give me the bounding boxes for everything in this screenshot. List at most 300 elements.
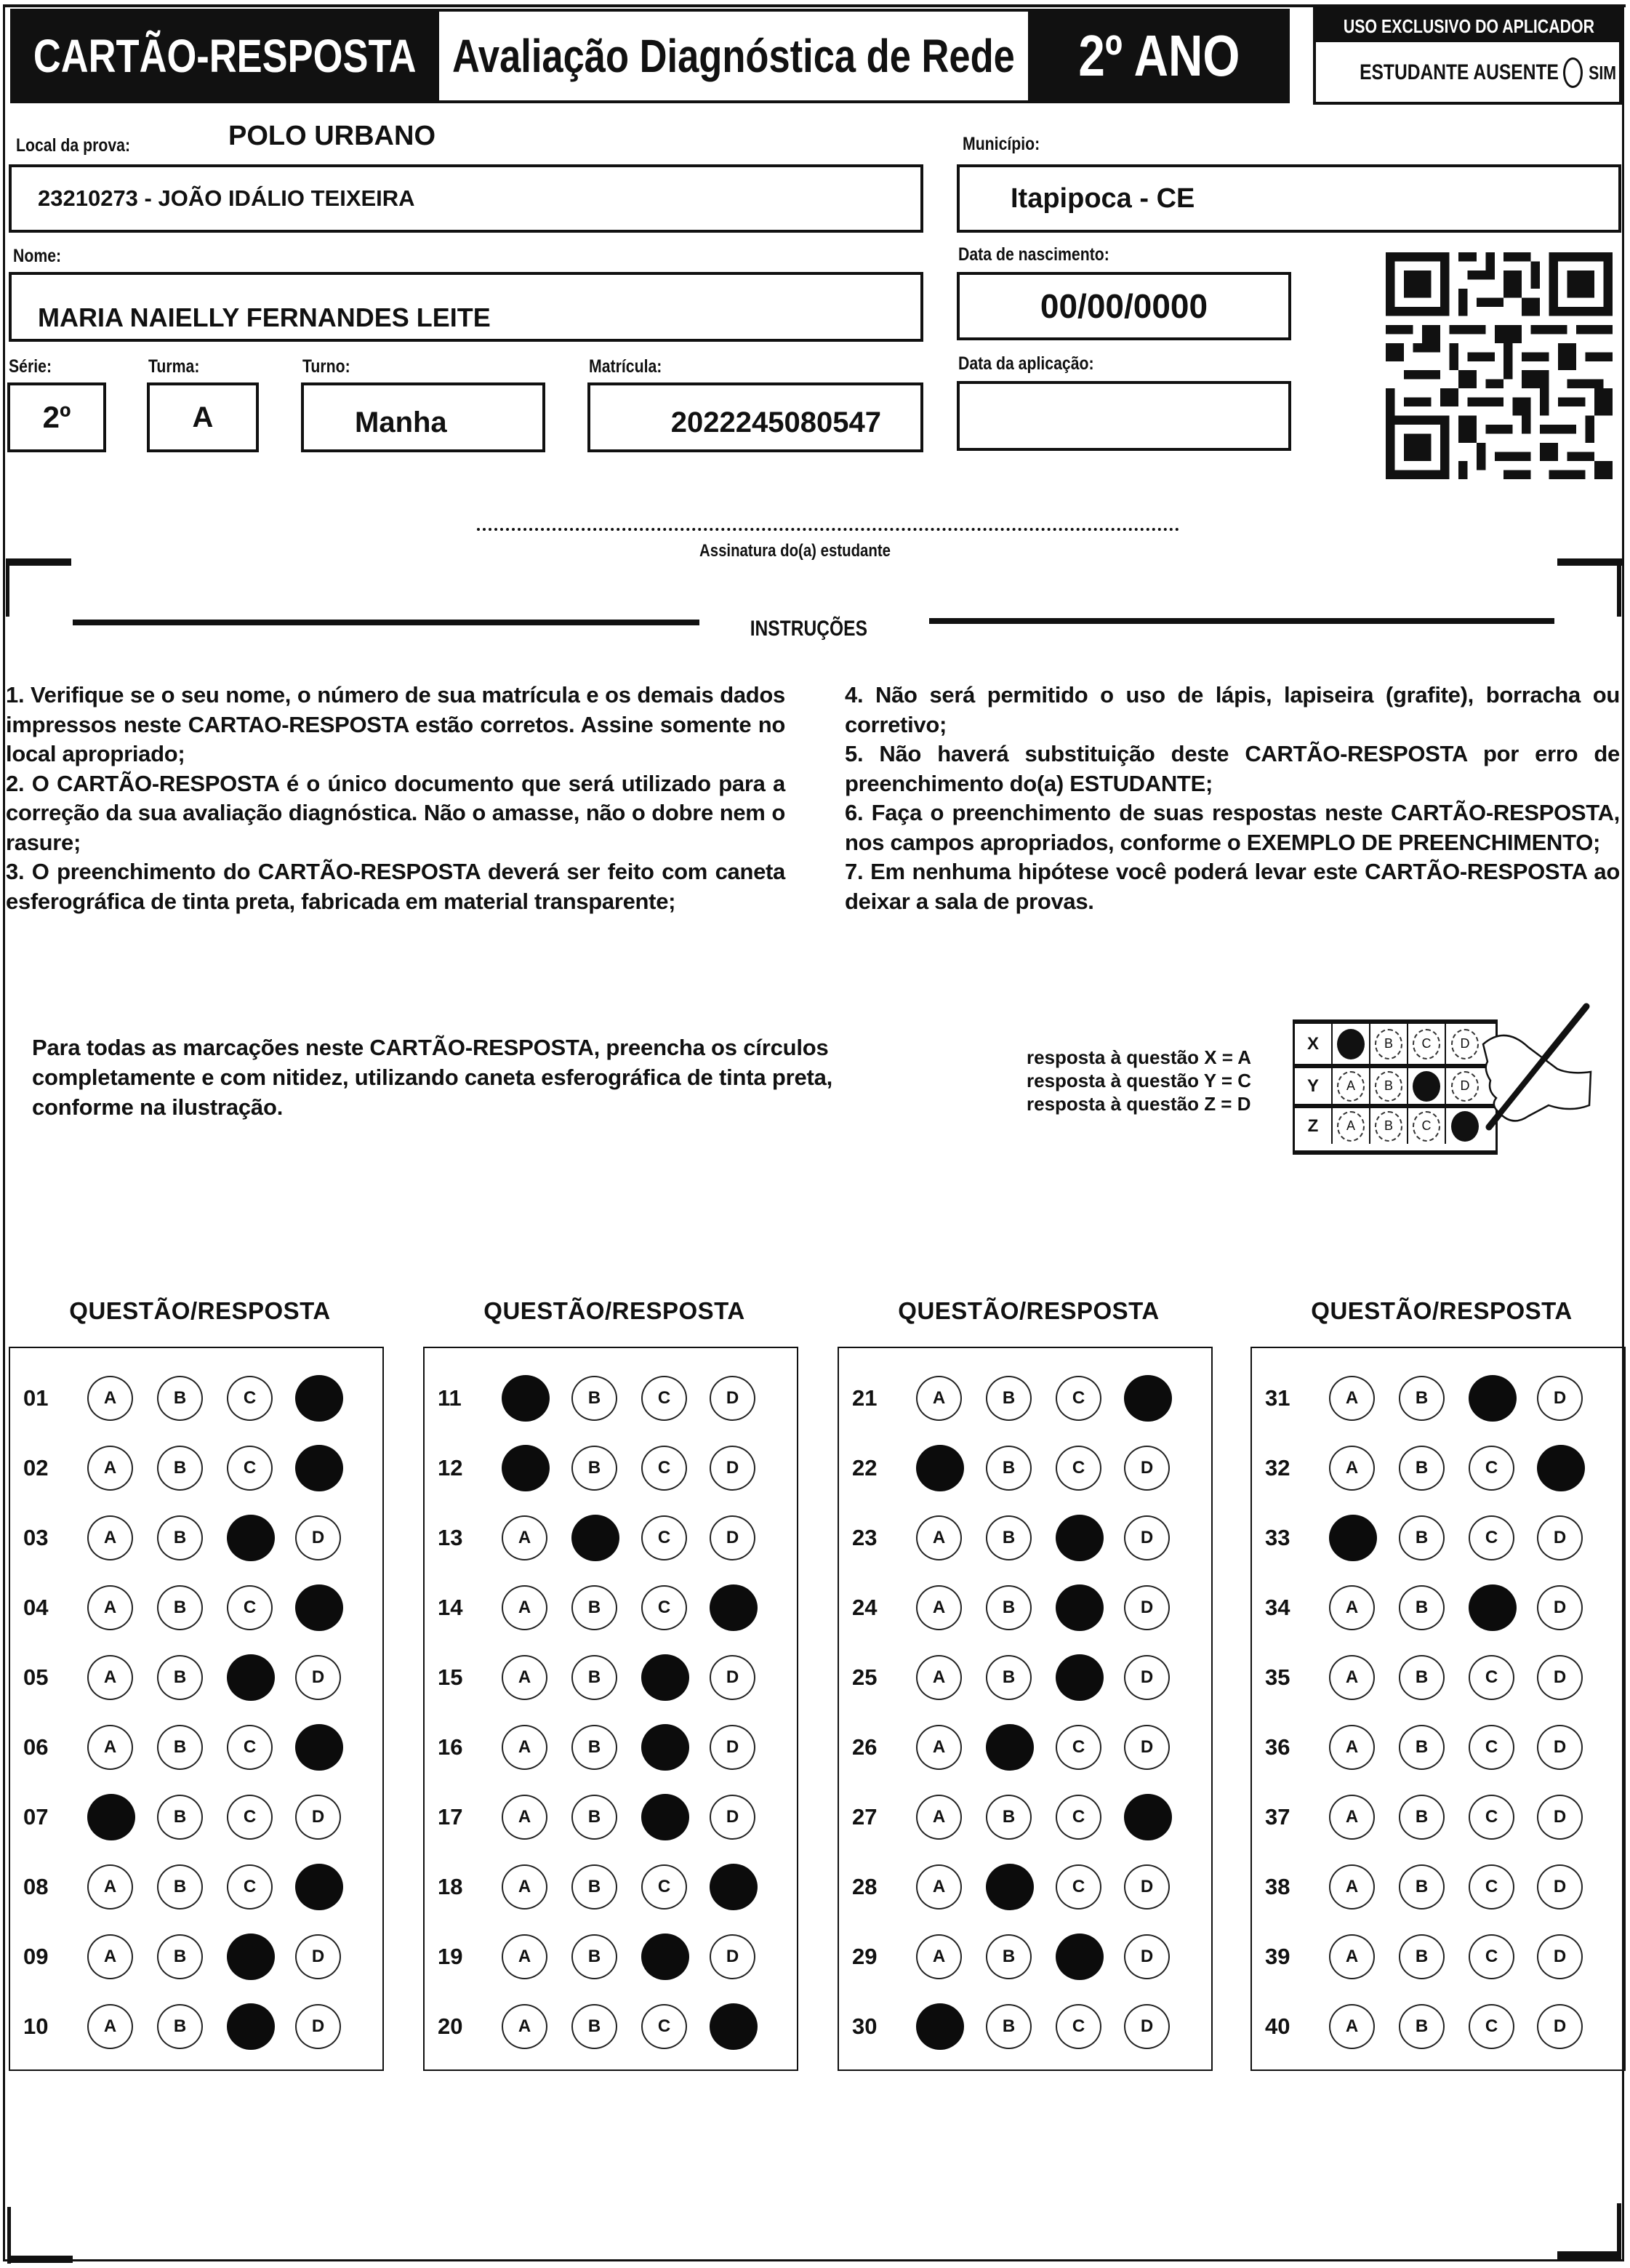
answer-column-title: QUESTÃO/RESPOSTA: [898, 1297, 1160, 1324]
question-number: 05: [23, 1664, 49, 1690]
answer-bubble-b[interactable]: B: [157, 1515, 203, 1560]
answer-bubble-d[interactable]: D: [295, 1934, 341, 1979]
question-row: [1252, 1515, 1624, 1560]
question-row: [839, 1376, 1211, 1421]
answer-bubble-c[interactable]: [227, 1515, 275, 1561]
answer-bubble-c[interactable]: C: [227, 1725, 273, 1770]
absent-checkbox[interactable]: [1563, 57, 1583, 88]
answer-bubble-a[interactable]: A: [916, 1864, 962, 1910]
answer-bubble-c[interactable]: [641, 1654, 689, 1701]
applicator-box-title: [1316, 10, 1619, 42]
instruction-1: 1. Verifique se o seu nome, o número de sua matrícula e os demais dados impressos neste CARTAO-RESPOSTA estão corretos. Assine somente no local apropriado;: [6, 682, 785, 766]
absent-row: [1316, 42, 1619, 103]
answer-bubble-a[interactable]: [502, 1375, 550, 1422]
answer-bubble-a[interactable]: A: [502, 2004, 547, 2049]
question-row: [839, 1585, 1211, 1630]
answer-bubble-b[interactable]: B: [1399, 1515, 1445, 1560]
answer-bubble-d[interactable]: D: [1537, 1795, 1583, 1840]
example-bubble-c: C: [1413, 1111, 1440, 1142]
turma-value: A: [192, 401, 214, 433]
question-row: [1252, 1864, 1624, 1910]
answer-bubble-d[interactable]: D: [1537, 1864, 1583, 1910]
example-cell: [1408, 1024, 1446, 1064]
answer-bubble-d[interactable]: [1537, 1445, 1585, 1491]
instructions-rule-right: [929, 618, 1554, 624]
answer-bubble-a[interactable]: A: [1329, 1376, 1375, 1421]
answer-bubble-b[interactable]: [571, 1515, 619, 1561]
question-number: 23: [852, 1525, 878, 1550]
instruction-2: 2. O CARTÃO-RESPOSTA é o único documento que será utilizado para a correção da sua avaliação diagnóstica. Não o amasse, não o dobre nem o rasure;: [6, 770, 785, 855]
question-row: [425, 1655, 797, 1700]
answer-bubble-b[interactable]: B: [986, 1934, 1032, 1979]
answer-bubble-d[interactable]: D: [1537, 1934, 1583, 1979]
question-row: [839, 1655, 1211, 1700]
answer-bubble-d[interactable]: [295, 1445, 343, 1491]
answer-bubble-b[interactable]: B: [571, 1655, 617, 1700]
question-number: 06: [23, 1734, 49, 1760]
serie-field: [7, 382, 106, 452]
nome-field: [9, 272, 923, 342]
answer-bubble-d[interactable]: D: [710, 1446, 755, 1491]
question-row: [839, 1864, 1211, 1910]
matricula-label: [589, 356, 675, 377]
card-title: [10, 9, 439, 103]
answer-bubble-d[interactable]: D: [295, 1515, 341, 1560]
answer-bubble-c[interactable]: C: [1469, 1446, 1514, 1491]
question-number: 25: [852, 1664, 878, 1690]
answer-bubble-d[interactable]: D: [295, 2004, 341, 2049]
instruction-6: 6. Faça o preenchimento de suas respostas neste CARTÃO-RESPOSTA, nos campos apropriados, conforme o EXEMPLO DE PREENCHIMENTO;: [845, 800, 1620, 855]
answer-bubble-b[interactable]: B: [1399, 1446, 1445, 1491]
turno-label: [302, 356, 358, 377]
answer-bubble-c[interactable]: [641, 1724, 689, 1771]
answer-bubble-c[interactable]: C: [1056, 1725, 1101, 1770]
answer-bubble-c[interactable]: [641, 1794, 689, 1840]
answer-bubble-b[interactable]: B: [986, 1515, 1032, 1560]
answer-bubble-b[interactable]: B: [157, 1376, 203, 1421]
answer-bubble-a[interactable]: A: [916, 1655, 962, 1700]
answer-bubble-b[interactable]: B: [157, 1446, 203, 1491]
answer-column-2: [423, 1347, 798, 2071]
exam-title: [439, 9, 1028, 103]
question-row: [425, 1585, 797, 1630]
answer-column-3: [838, 1347, 1213, 2071]
answer-bubble-d[interactable]: D: [1537, 1376, 1583, 1421]
corner-mark-top-left-v: [6, 558, 9, 617]
answer-bubble-c[interactable]: C: [1469, 2004, 1514, 2049]
question-number: 02: [23, 1455, 49, 1480]
card-title-text: CARTÃO-RESPOSTA: [33, 30, 417, 82]
instruction-7: 7. Em nenhuma hipótese você poderá levar este CARTÃO-RESPOSTA ao deixar a sala de provas.: [845, 859, 1620, 914]
answer-bubble-b[interactable]: [986, 1724, 1034, 1771]
answer-bubble-b[interactable]: B: [986, 1446, 1032, 1491]
answer-bubble-c[interactable]: C: [227, 1795, 273, 1840]
question-number: 08: [23, 1874, 49, 1899]
answer-bubble-b[interactable]: B: [157, 1725, 203, 1770]
question-number: 27: [852, 1804, 878, 1830]
answer-bubble-a[interactable]: [1329, 1515, 1377, 1561]
question-row: [839, 1795, 1211, 1840]
answer-bubble-d[interactable]: D: [710, 1725, 755, 1770]
example-bubble-a: A: [1337, 1111, 1365, 1142]
answer-bubble-c[interactable]: C: [641, 1515, 687, 1560]
answer-bubble-d[interactable]: D: [1124, 1515, 1170, 1560]
local-label: [16, 135, 150, 156]
answer-bubble-c[interactable]: C: [1469, 1725, 1514, 1770]
answer-bubble-d[interactable]: [295, 1584, 343, 1631]
answer-bubble-a[interactable]: [502, 1445, 550, 1491]
answer-bubble-b[interactable]: B: [986, 2004, 1032, 2049]
answer-bubble-c[interactable]: C: [641, 1585, 687, 1630]
question-row: [1252, 1585, 1624, 1630]
answer-bubble-c[interactable]: C: [641, 1864, 687, 1910]
local-field: [9, 164, 923, 233]
answer-bubble-a[interactable]: A: [502, 1585, 547, 1630]
answer-bubble-b[interactable]: B: [1399, 2004, 1445, 2049]
answer-column-1: [9, 1347, 384, 2071]
answer-bubble-c[interactable]: C: [641, 1446, 687, 1491]
answer-bubble-b[interactable]: B: [157, 1585, 203, 1630]
answer-bubble-d[interactable]: D: [295, 1795, 341, 1840]
answer-bubble-d[interactable]: D: [710, 1934, 755, 1979]
municipio-field: [957, 164, 1621, 233]
answer-bubble-d[interactable]: D: [1537, 1585, 1583, 1630]
answer-bubble-d[interactable]: D: [1537, 2004, 1583, 2049]
question-row: [425, 1515, 797, 1560]
absent-option-label: SIM: [1588, 61, 1616, 84]
answer-bubble-b[interactable]: B: [1399, 1655, 1445, 1700]
corner-mark-top-right-v: [1617, 558, 1621, 617]
answer-bubble-b[interactable]: B: [986, 1795, 1032, 1840]
question-number: 29: [852, 1944, 878, 1969]
municipio-label: [963, 134, 1053, 155]
question-row: [839, 1725, 1211, 1770]
answer-bubble-d[interactable]: [1124, 1375, 1172, 1422]
question-row: [10, 1864, 382, 1910]
signature-label-text: Assinatura do(a) estudante: [699, 541, 891, 561]
example-question-label: Z: [1295, 1108, 1333, 1144]
question-number: 15: [438, 1664, 463, 1690]
question-row: [425, 1446, 797, 1491]
example-bubble-a: A: [1337, 1071, 1365, 1102]
matricula-label-text: Matrícula:: [589, 356, 662, 377]
municipio-label-text: Município:: [963, 134, 1040, 154]
turno-value: Manha: [355, 406, 447, 438]
question-number: 14: [438, 1595, 463, 1620]
answer-bubble-a[interactable]: A: [502, 1864, 547, 1910]
answer-bubble-d[interactable]: D: [710, 1655, 755, 1700]
answer-bubble-a[interactable]: A: [502, 1725, 547, 1770]
answer-bubble-b[interactable]: B: [571, 1795, 617, 1840]
question-row: [10, 1515, 382, 1560]
example-bubble-d: D: [1451, 1071, 1479, 1102]
grade-badge: [1028, 9, 1290, 103]
question-number: 35: [1265, 1664, 1290, 1690]
data-aplicacao-label: [958, 353, 1118, 374]
answer-bubble-d[interactable]: D: [1537, 1515, 1583, 1560]
question-number: 07: [23, 1804, 49, 1830]
answer-bubble-c[interactable]: C: [1469, 1795, 1514, 1840]
example-cell: [1333, 1068, 1370, 1104]
turma-field: [147, 382, 259, 452]
signature-line[interactable]: [477, 528, 1179, 531]
question-row: [1252, 1376, 1624, 1421]
example-question-label: X: [1295, 1024, 1333, 1064]
answer-bubble-c[interactable]: [1056, 1654, 1104, 1701]
applicator-title-text: USO EXCLUSIVO DO APLICADOR: [1343, 15, 1594, 37]
local-label-text: Local da prova:: [16, 135, 131, 156]
question-row: [10, 1655, 382, 1700]
instructions-title-text: INSTRUÇÕES: [750, 617, 867, 641]
answer-bubble-b[interactable]: B: [986, 1376, 1032, 1421]
answer-bubble-b[interactable]: [986, 1864, 1034, 1910]
answer-bubble-b[interactable]: B: [1399, 1725, 1445, 1770]
answer-bubble-d[interactable]: D: [1537, 1655, 1583, 1700]
answer-bubble-d[interactable]: D: [1124, 2004, 1170, 2049]
answer-bubble-a[interactable]: A: [1329, 1585, 1375, 1630]
answer-bubble-d[interactable]: [295, 1724, 343, 1771]
question-number: 26: [852, 1734, 878, 1760]
example-legend-z: resposta à questão Z = D: [1027, 1093, 1251, 1115]
answer-bubble-b[interactable]: B: [571, 1376, 617, 1421]
answer-bubble-a[interactable]: A: [1329, 2004, 1375, 2049]
answer-bubble-c[interactable]: C: [227, 1446, 273, 1491]
instructions-title: [737, 617, 880, 641]
instructions-right-column: [845, 681, 1620, 916]
example-bubble-c: [1413, 1071, 1440, 1102]
grade-badge-text: 2º ANO: [1077, 23, 1240, 88]
answer-bubble-d[interactable]: D: [1124, 1934, 1170, 1979]
answer-bubble-b[interactable]: B: [1399, 1585, 1445, 1630]
answer-bubble-a[interactable]: A: [1329, 1864, 1375, 1910]
answer-bubble-b[interactable]: B: [1399, 1934, 1445, 1979]
nome-label: [13, 246, 70, 267]
answer-bubble-a[interactable]: A: [87, 1655, 133, 1700]
answer-bubble-c[interactable]: C: [641, 2004, 687, 2049]
turma-label: [148, 356, 209, 377]
answer-bubble-a[interactable]: [87, 1794, 135, 1840]
answer-column-4: [1250, 1347, 1626, 2071]
answer-bubble-d[interactable]: [710, 1864, 758, 1910]
absent-label: ESTUDANTE AUSENTE: [1360, 60, 1559, 84]
answer-bubble-c[interactable]: [1469, 1584, 1517, 1631]
nome-label-text: Nome:: [13, 246, 62, 266]
example-cell: [1333, 1024, 1370, 1064]
answer-bubble-c[interactable]: C: [227, 1585, 273, 1630]
answer-bubble-a[interactable]: A: [502, 1515, 547, 1560]
answer-bubble-b[interactable]: B: [1399, 1376, 1445, 1421]
answer-bubble-c[interactable]: [1056, 1515, 1104, 1561]
question-number: 10: [23, 2013, 49, 2039]
answer-bubble-a[interactable]: A: [916, 1795, 962, 1840]
answer-bubble-d[interactable]: D: [1124, 1655, 1170, 1700]
turma-label-text: Turma:: [148, 356, 200, 377]
answer-bubble-c[interactable]: C: [1056, 1376, 1101, 1421]
answer-bubble-c[interactable]: C: [1469, 1515, 1514, 1560]
question-number: 37: [1265, 1804, 1290, 1830]
answer-bubble-c[interactable]: C: [1469, 1864, 1514, 1910]
example-bubble-b: B: [1375, 1111, 1402, 1142]
question-number: 32: [1265, 1455, 1290, 1480]
data-aplicacao-field: [957, 381, 1291, 451]
answer-bubble-a[interactable]: A: [1329, 1446, 1375, 1491]
answer-bubble-c[interactable]: [641, 1934, 689, 1980]
answer-bubble-d[interactable]: D: [1124, 1585, 1170, 1630]
answer-bubble-c[interactable]: C: [1056, 1446, 1101, 1491]
question-number: 12: [438, 1455, 463, 1480]
answer-bubble-b[interactable]: B: [571, 1446, 617, 1491]
answer-bubble-c[interactable]: C: [1469, 1934, 1514, 1979]
answer-bubble-b[interactable]: B: [986, 1585, 1032, 1630]
answer-bubble-a[interactable]: A: [502, 1795, 547, 1840]
answer-bubble-c[interactable]: C: [227, 1864, 273, 1910]
example-bubble-a: [1337, 1029, 1365, 1059]
answer-bubble-d[interactable]: D: [710, 1795, 755, 1840]
answer-bubble-b[interactable]: B: [157, 1795, 203, 1840]
answer-bubble-b[interactable]: B: [157, 2004, 203, 2049]
instruction-3: 3. O preenchimento do CARTÃO-RESPOSTA deverá ser feito com caneta esferográfica de tinta preta, fabricada em material transparente;: [6, 859, 785, 914]
example-question-label: Y: [1295, 1068, 1333, 1104]
data-nascimento-label-text: Data de nascimento:: [958, 244, 1109, 265]
answer-bubble-b[interactable]: B: [571, 1864, 617, 1910]
answer-bubble-c[interactable]: C: [1056, 2004, 1101, 2049]
question-row: [839, 1515, 1211, 1560]
question-row: [10, 1934, 382, 1979]
answer-bubble-d[interactable]: D: [1124, 1864, 1170, 1910]
answer-bubble-c[interactable]: C: [1056, 1795, 1101, 1840]
answer-bubble-c[interactable]: [227, 2003, 275, 2050]
answer-bubble-c[interactable]: C: [641, 1376, 687, 1421]
answer-bubble-b[interactable]: B: [1399, 1795, 1445, 1840]
answer-bubble-c[interactable]: C: [227, 1376, 273, 1421]
data-nascimento-field: [957, 272, 1291, 340]
question-number: 13: [438, 1525, 463, 1550]
answer-bubble-b[interactable]: B: [571, 2004, 617, 2049]
turno-label-text: Turno:: [302, 356, 350, 377]
question-number: 33: [1265, 1525, 1290, 1550]
answer-bubble-d[interactable]: D: [710, 1376, 755, 1421]
example-bubble-c: C: [1413, 1029, 1440, 1059]
answer-bubble-a[interactable]: A: [1329, 1795, 1375, 1840]
answer-bubble-d[interactable]: [710, 2003, 758, 2050]
question-number: 24: [852, 1595, 878, 1620]
municipio-value: Itapipoca - CE: [1011, 183, 1195, 214]
answer-bubble-d[interactable]: D: [1537, 1725, 1583, 1770]
question-row: [839, 1934, 1211, 1979]
answer-bubble-a[interactable]: A: [916, 1585, 962, 1630]
answer-bubble-a[interactable]: A: [916, 1515, 962, 1560]
question-row: [1252, 1795, 1624, 1840]
answer-bubble-d[interactable]: [295, 1375, 343, 1422]
answer-bubble-a[interactable]: A: [87, 1585, 133, 1630]
question-row: [425, 1934, 797, 1979]
answer-bubble-a[interactable]: A: [87, 1376, 133, 1421]
example-bubble-b: B: [1375, 1071, 1402, 1102]
question-number: 11: [438, 1385, 462, 1411]
answer-bubble-d[interactable]: [1124, 1794, 1172, 1840]
answer-bubble-a[interactable]: [916, 1445, 964, 1491]
answer-bubble-d[interactable]: D: [295, 1655, 341, 1700]
question-number: 19: [438, 1944, 463, 1969]
answer-bubble-d[interactable]: D: [1124, 1725, 1170, 1770]
answer-bubble-a[interactable]: A: [1329, 1934, 1375, 1979]
question-row: [425, 2004, 797, 2049]
answer-bubble-c[interactable]: [1056, 1934, 1104, 1980]
question-number: 20: [438, 2013, 463, 2039]
answer-bubble-b[interactable]: B: [1399, 1864, 1445, 1910]
answer-bubble-a[interactable]: A: [87, 1725, 133, 1770]
matricula-value: 2022245080547: [670, 406, 881, 438]
answer-bubble-a[interactable]: A: [1329, 1655, 1375, 1700]
answer-bubble-a[interactable]: A: [87, 1864, 133, 1910]
serie-label-text: Série:: [9, 356, 52, 377]
example-legend-x: resposta à questão X = A: [1027, 1046, 1251, 1068]
example-cell: [1370, 1068, 1408, 1104]
answer-bubble-b[interactable]: B: [571, 1585, 617, 1630]
answer-column-title: QUESTÃO/RESPOSTA: [1311, 1297, 1573, 1324]
answer-bubble-d[interactable]: D: [710, 1515, 755, 1560]
answer-bubble-b[interactable]: B: [571, 1934, 617, 1979]
answer-bubble-d[interactable]: D: [1124, 1446, 1170, 1491]
answer-column-title: QUESTÃO/RESPOSTA: [69, 1297, 331, 1324]
answer-bubble-a[interactable]: A: [916, 1376, 962, 1421]
data-aplicacao-label-text: Data da aplicação:: [958, 353, 1094, 374]
question-number: 30: [852, 2013, 878, 2039]
answer-bubble-d[interactable]: [710, 1584, 758, 1631]
answer-bubble-a[interactable]: A: [1329, 1725, 1375, 1770]
instructions-rule-left: [73, 620, 699, 625]
answer-bubble-b[interactable]: B: [571, 1725, 617, 1770]
answer-bubble-a[interactable]: A: [916, 1934, 962, 1979]
answer-bubble-a[interactable]: A: [502, 1934, 547, 1979]
question-row: [425, 1376, 797, 1421]
answer-bubble-b[interactable]: B: [157, 1655, 203, 1700]
answer-bubble-a[interactable]: [916, 2003, 964, 2050]
answer-bubble-a[interactable]: A: [916, 1725, 962, 1770]
answer-bubble-a[interactable]: A: [87, 1934, 133, 1979]
answer-bubble-a[interactable]: A: [87, 2004, 133, 2049]
answer-bubble-c[interactable]: C: [1056, 1864, 1101, 1910]
question-row: [10, 1446, 382, 1491]
serie-value: 2º: [42, 400, 71, 434]
corner-mark-top-right: [1557, 558, 1623, 566]
answer-bubble-c[interactable]: C: [1469, 1655, 1514, 1700]
answer-bubble-d[interactable]: [295, 1864, 343, 1910]
hand-with-pen-graphic: [1461, 996, 1614, 1142]
answer-bubble-b[interactable]: B: [986, 1655, 1032, 1700]
answer-bubble-b[interactable]: B: [157, 1934, 203, 1979]
example-cell: [1370, 1024, 1408, 1064]
answer-bubble-c[interactable]: [1056, 1584, 1104, 1631]
answer-bubble-c[interactable]: [227, 1654, 275, 1701]
question-number: 17: [438, 1804, 463, 1830]
question-number: 01: [23, 1385, 49, 1411]
question-number: 36: [1265, 1734, 1290, 1760]
question-number: 03: [23, 1525, 49, 1550]
exam-title-text: Avaliação Diagnóstica de Rede: [452, 30, 1015, 82]
instruction-5: 5. Não haverá substituição deste CARTÃO-RESPOSTA por erro de preenchimento do(a) ESTUDANTE;: [845, 741, 1620, 796]
question-row: [10, 2004, 382, 2049]
answer-bubble-a[interactable]: A: [502, 1655, 547, 1700]
answer-bubble-a[interactable]: A: [87, 1446, 133, 1491]
answer-bubble-a[interactable]: A: [87, 1515, 133, 1560]
question-number: 04: [23, 1595, 49, 1620]
corner-mark-bottom-left: [7, 2256, 73, 2263]
answer-bubble-c[interactable]: [227, 1934, 275, 1980]
answer-bubble-b[interactable]: B: [157, 1864, 203, 1910]
answer-bubble-c[interactable]: [1469, 1375, 1517, 1422]
hand-with-pen-icon: [1461, 996, 1614, 1142]
